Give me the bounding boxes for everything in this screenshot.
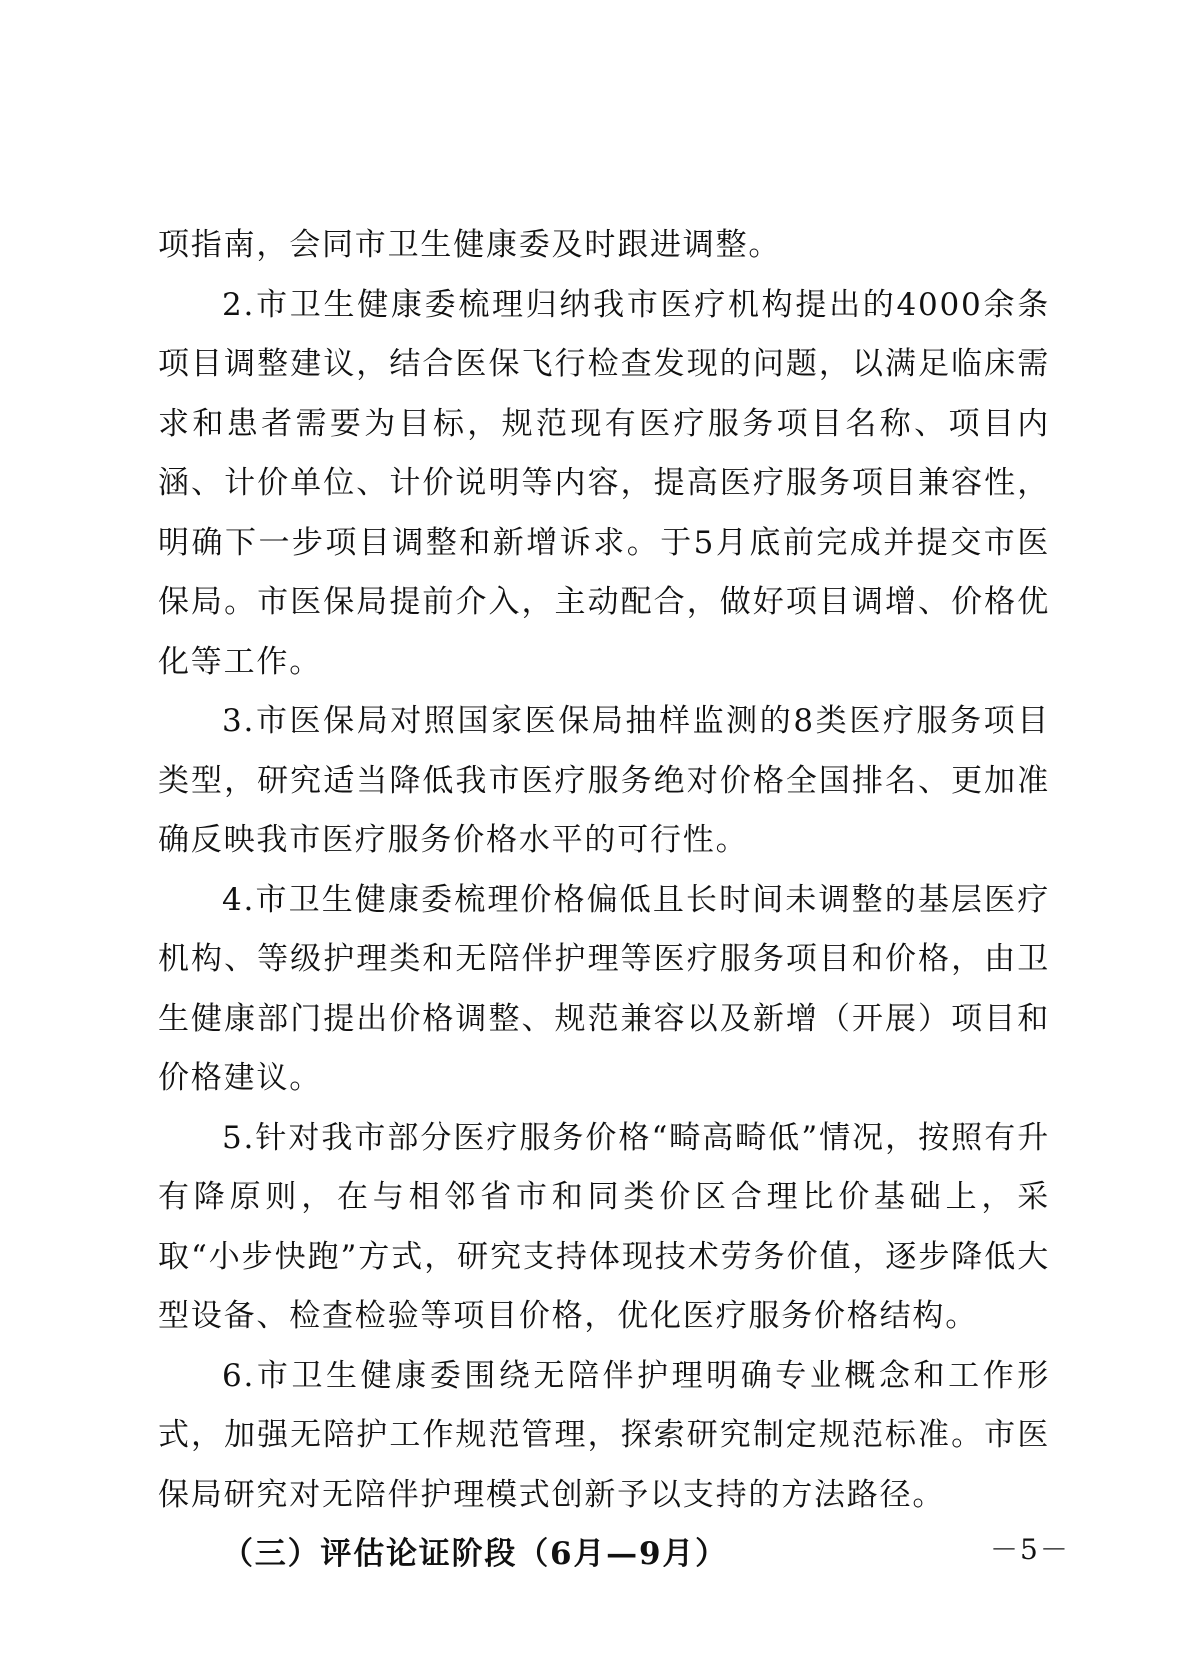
paragraph-item-5: 5.针对我市部分医疗服务价格“畸高畸低”情况，按照有升有降原则，在与相邻省市和同类价区合理比价基础上，采取“小步快跑”方式，研究支持体现技术劳务价值，逐步降低大型设备、检查检验等项目价格，优化医疗服务价格结构。 bbox=[158, 1119, 1050, 1334]
paragraph-item-2: 2.市卫生健康委梳理归纳我市医疗机构提出的4000余条项目调整建议，结合医保飞行检查发现的问题，以满足临床需求和患者需要为目标，规范现有医疗服务项目名称、项目内涵、计价单位、计价说明等内容，提高医疗服务项目兼容性，明确下一步项目调整和新增诉求。于5月底前完成并提交市医保局。市医保局提前介入，主动配合，做好项目调增、价格优化等工作。 bbox=[158, 286, 1050, 680]
section-heading: （三）评估论证阶段（6月—9月） bbox=[222, 1536, 728, 1572]
document-body bbox=[158, 216, 1050, 1585]
page-number: －5－ bbox=[990, 1533, 1070, 1566]
paragraph-item-6: 6.市卫生健康委围绕无陪伴护理明确专业概念和工作形式，加强无陪护工作规范管理，探索研究制定规范标准。市医保局研究对无陪伴护理模式创新予以支持的方法路径。 bbox=[158, 1357, 1050, 1513]
paragraph-item-4: 4.市卫生健康委梳理价格偏低且长时间未调整的基层医疗机构、等级护理类和无陪伴护理等医疗服务项目和价格，由卫生健康部门提出价格调整、规范兼容以及新增（开展）项目和价格建议。 bbox=[158, 881, 1050, 1096]
paragraph-continuation: 项指南，会同市卫生健康委及时跟进调整。 bbox=[158, 227, 782, 263]
paragraph-item-3: 3.市医保局对照国家医保局抽样监测的8类医疗服务项目类型，研究适当降低我市医疗服务绝对价格全国排名、更加准确反映我市医疗服务价格水平的可行性。 bbox=[158, 703, 1050, 858]
